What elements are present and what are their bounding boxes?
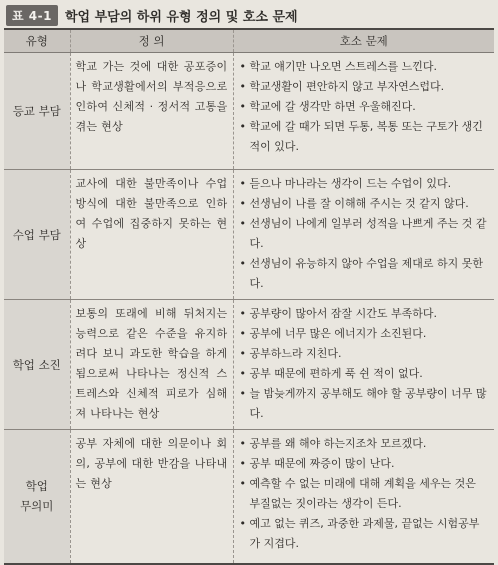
header-problems: 호소 문제 [233,29,494,53]
header-definition: 정 의 [70,29,233,53]
table-title: 학업 부담의 하위 유형 정의 및 호소 문제 [64,9,298,25]
list-item: • 학교에 갈 생각만 하면 우울해진다. [239,97,490,117]
academic-burden-table [4,28,494,565]
list-item: • 학교생활이 편안하지 않고 부자연스럽다. [239,77,490,97]
list-item: • 늘 밤늦게까지 공부해도 해야 할 공부량이 너무 많다. [239,384,490,424]
table-row [4,430,494,564]
type-cell: 학업 소진 [4,300,70,430]
definition-cell: 공부 자체에 대한 의문이나 회의, 공부에 대한 반감을 나타내는 현상 [70,430,233,564]
problems-list [239,174,490,294]
list-item: • 학교 얘기만 나오면 스트레스를 느낀다. [239,57,490,77]
list-item: • 공부 때문에 편하게 푹 쉰 적이 없다. [239,364,490,384]
definition-cell: 보통의 또래에 비해 뒤처지는 능력으로 같은 수준을 유지하려다 보니 과도한 학습을 하게 됨으로써 나타나는 정신적 스트레스와 신체적 피로가 심해져 나타나는 현상 [70,300,233,430]
list-item: • 공부량이 많아서 잠잘 시간도 부족하다. [239,304,490,324]
problems-cell [233,430,494,564]
table-row [4,53,494,170]
problems-list [239,304,490,424]
header-type: 유형 [4,29,70,53]
problems-list [239,57,490,157]
definition-cell: 교사에 대한 불만족이나 수업방식에 대한 불만족으로 인하여 수업에 집중하지 못하는 현상 [70,170,233,300]
list-item: • 예측할 수 없는 미래에 대해 계획을 세우는 것은 부질없는 짓이라는 생각이 든다. [239,474,490,514]
type-cell: 수업 부담 [4,170,70,300]
problems-cell [233,53,494,170]
list-item: • 듣으나 마나라는 생각이 드는 수업이 있다. [239,174,490,194]
list-item: • 공부에 너무 많은 에너지가 소진된다. [239,324,490,344]
problems-cell [233,300,494,430]
header-row [4,29,494,53]
list-item: • 선생님이 나에게 일부러 성적을 나쁘게 주는 것 같다. [239,214,490,254]
table-number-tag: 표 4-1 [6,5,58,26]
type-cell: 등교 부담 [4,53,70,170]
type-cell: 학업 무의미 [4,430,70,564]
list-item: • 예고 없는 퀴즈, 과중한 과제물, 끝없는 시험공부가 지겹다. [239,514,490,554]
table-row [4,170,494,300]
list-item: • 학교에 갈 때가 되면 두통, 복통 또는 구토가 생긴 적이 있다. [239,117,490,157]
list-item: • 선생님이 유능하지 않아 수업을 제대로 하지 못한다. [239,254,490,294]
list-item: • 공부를 왜 해야 하는지조차 모르겠다. [239,434,490,454]
list-item: • 선생님이 나를 잘 이해해 주시는 것 같지 않다. [239,194,490,214]
list-item: • 공부하느라 지친다. [239,344,490,364]
problems-list [239,434,490,554]
table-row [4,300,494,430]
definition-cell: 학교 가는 것에 대한 공포증이나 학교생활에서의 부적응으로 인하여 신체적 · 정서적 고통을 겪는 현상 [70,53,233,170]
table-caption [6,3,298,27]
list-item: • 공부 때문에 짜증이 많이 난다. [239,454,490,474]
problems-cell [233,170,494,300]
